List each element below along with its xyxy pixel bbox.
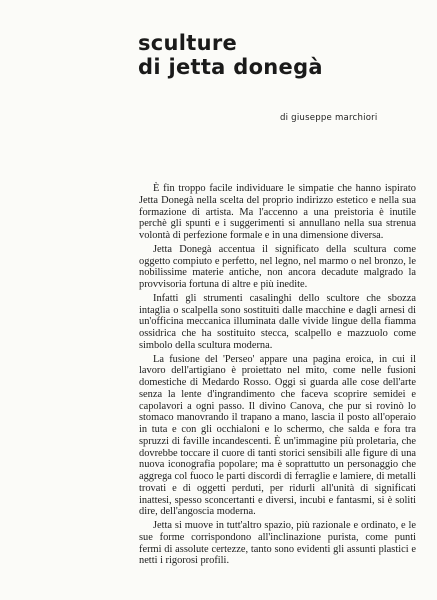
paragraph-2: Jetta Donegà accentua il significato della scultura come oggetto compiuto e perfetto, nel legno, nel marmo o nel bronzo, le nobilissime materie antiche, non ancora decadute malgrado la provvisoria fortuna di altre e più inedite. bbox=[139, 243, 416, 290]
author-byline: di giuseppe marchiori bbox=[280, 113, 378, 123]
article-body bbox=[139, 183, 416, 569]
title-line-1: sculture bbox=[138, 31, 238, 55]
paragraph-5: Jetta si muove in tutt'altro spazio, più razionale e ordinato, e le sue forme corrispondono all'inclinazione purista, come punti fermi di assolute certezze, tanto sono evidenti gli assunti plastici e netti i rigorosi profili. bbox=[139, 520, 416, 567]
paragraph-3: Infatti gli strumenti casalinghi dello scultore che sbozza intaglia o scalpella sono sostituiti dalle macchine e dagli arnesi di un'officina meccanica illuminata dalle vivide lingue della fiamma ossidrica che ha sostituito stecca, scalpello e mazzuolo come simbolo della scultura moderna. bbox=[139, 292, 416, 351]
paragraph-1: È fin troppo facile individuare le simpatie che hanno ispirato Jetta Donegà nella scelta del proprio indirizzo estetico e nella sua formazione di artista. Ma l'accenno a una preistoria è inutile perchè gli spunti e i suggerimenti si annullano nella sua strenua volontà di perfezione formale e in una dimensione diversa. bbox=[139, 183, 416, 241]
paragraph-4: La fusione del 'Perseo' appare una pagina eroica, in cui il lavoro dell'artigiano è proiettato nel mito, come nelle fusioni domestiche di Medardo Rosso. Oggi si guarda alle cose dell'arte senza la lente d'ingrandimento che faceva scoprire semidei e capolavori a ogni passo. Il divino Canova, che pur si rovinò lo stomaco manovrando il trapano a mano, lascia il posto all'operaio in tuta e con gli occhialoni e lo schermo, che salda e fora tra spruzzi di faville incandescenti. È un'immagine più proletaria, che dovrebbe toccare il cuore di tanti storici sensibili alle figure di una nuova iconografia popolare; ma è soprattutto un personaggio che aggrega col fuoco le parti discordi di ferraglie e lamiere, di metalli trovati e di oggetti perduti, per ridurli all'unità di significati inattesi, spesso sconcertanti e diversi, incubi e fantasmi, si è soliti dire, dell'angoscia moderna. bbox=[139, 353, 416, 518]
article-title bbox=[138, 31, 323, 79]
title-line-2: di jetta donegà bbox=[138, 55, 323, 79]
